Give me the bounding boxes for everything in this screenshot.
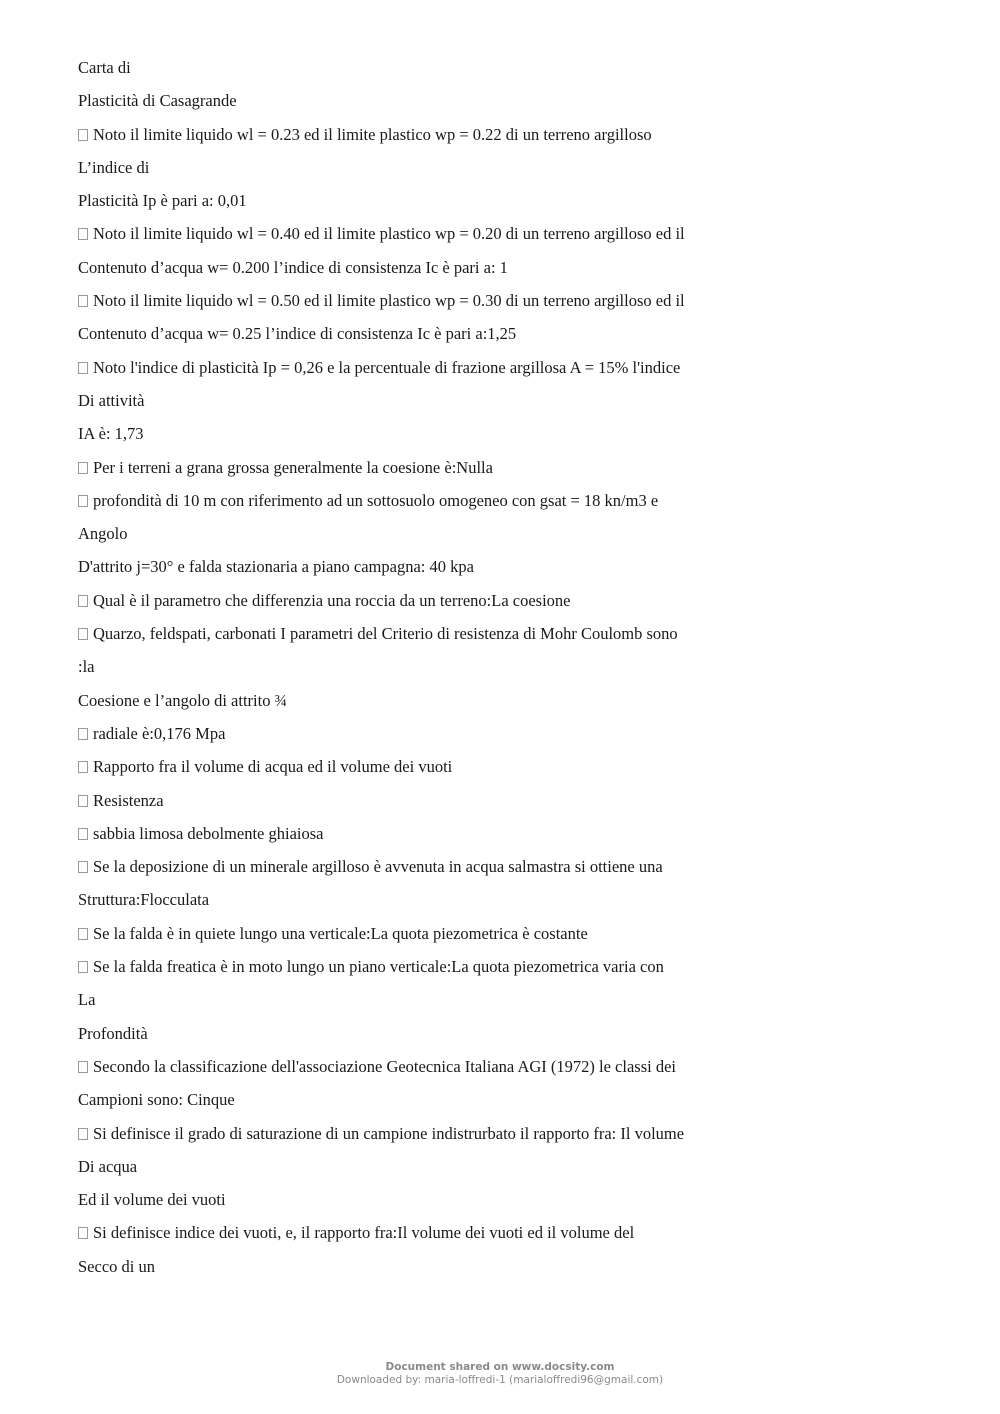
text-line — [78, 689, 758, 722]
missing-glyph-box-icon — [78, 129, 88, 141]
missing-glyph-box-icon — [78, 362, 88, 374]
missing-glyph-box-icon — [78, 928, 88, 940]
bullet-paragraph-line — [78, 722, 758, 755]
missing-glyph-box-icon — [78, 495, 88, 507]
line-text: Ed il volume dei vuoti — [78, 1190, 226, 1210]
line-text: Contenuto d’acqua w= 0.25 l’indice di consistenza Ic è pari a:1,25 — [78, 324, 517, 344]
bullet-paragraph-line — [78, 922, 758, 955]
missing-glyph-box-icon — [78, 961, 88, 973]
document-body — [78, 56, 758, 1288]
line-text: radiale è:0,176 Mpa — [93, 723, 226, 743]
text-line — [78, 189, 758, 222]
bullet-paragraph-line — [78, 622, 758, 655]
text-line — [78, 422, 758, 455]
line-text: Secondo la classificazione dell'associazione Geotecnica Italiana AGI (1972) le classi dei — [93, 1056, 676, 1076]
line-text: Noto il limite liquido wl = 0.50 ed il limite plastico wp = 0.30 di un terreno argilloso ed il — [93, 291, 685, 311]
line-text: Campioni sono: Cinque — [78, 1090, 235, 1110]
bullet-paragraph-line — [78, 589, 758, 622]
footer-shared-notice: Document shared on www.docsity.com — [385, 1361, 615, 1373]
text-line — [78, 256, 758, 289]
bullet-paragraph-line — [78, 755, 758, 788]
bullet-paragraph-line — [78, 289, 758, 322]
bullet-paragraph-line — [78, 822, 758, 855]
line-text: Noto l'indice di plasticità Ip = 0,26 e la percentuale di frazione argillosa A = 15% l'indice — [93, 357, 681, 377]
text-line — [78, 56, 758, 89]
line-text: Si definisce indice dei vuoti, e, il rapporto fra:Il volume dei vuoti ed il volume del — [93, 1223, 635, 1243]
text-line — [78, 389, 758, 422]
line-text: Se la falda freatica è in moto lungo un piano verticale:La quota piezometrica varia con — [93, 957, 664, 977]
line-text: L’indice di — [78, 157, 150, 177]
line-text: IA è: 1,73 — [78, 424, 144, 444]
missing-glyph-box-icon — [78, 228, 88, 240]
line-text: :la — [78, 657, 95, 677]
line-text: Rapporto fra il volume di acqua ed il volume dei vuoti — [93, 757, 453, 777]
line-text: Angolo — [78, 524, 128, 544]
line-text: Noto il limite liquido wl = 0.40 ed il limite plastico wp = 0.20 di un terreno argilloso ed il — [93, 224, 685, 244]
missing-glyph-box-icon — [78, 795, 88, 807]
bullet-paragraph-line — [78, 789, 758, 822]
bullet-paragraph-line — [78, 356, 758, 389]
line-text: Struttura:Flocculata — [78, 890, 210, 910]
bullet-paragraph-line — [78, 1122, 758, 1155]
line-text: Quarzo, feldspati, carbonati I parametri del Criterio di resistenza di Mohr Coulomb sono — [93, 624, 678, 644]
text-line — [78, 888, 758, 921]
line-text: Plasticità Ip è pari a: 0,01 — [78, 191, 247, 211]
text-line — [78, 1088, 758, 1121]
bullet-paragraph-line — [78, 222, 758, 255]
line-text: D'attrito j=30° e falda stazionaria a piano campagna: 40 kpa — [78, 557, 474, 577]
text-line — [78, 156, 758, 189]
line-text: Qual è il parametro che differenzia una roccia da un terreno:La coesione — [93, 590, 571, 610]
missing-glyph-box-icon — [78, 1061, 88, 1073]
missing-glyph-box-icon — [78, 828, 88, 840]
line-text: Profondità — [78, 1023, 148, 1043]
line-text: Di acqua — [78, 1156, 138, 1176]
line-text: Secco di un — [78, 1256, 155, 1276]
text-line — [78, 555, 758, 588]
line-text: Plasticità di Casagrande — [78, 91, 237, 111]
line-text: profondità di 10 m con riferimento ad un sottosuolo omogeneo con gsat = 18 kn/m3 e — [93, 490, 659, 510]
text-line — [78, 89, 758, 122]
line-text: Per i terreni a grana grossa generalmente la coesione è:Nulla — [93, 457, 493, 477]
bullet-paragraph-line — [78, 456, 758, 489]
missing-glyph-box-icon — [78, 761, 88, 773]
line-text: La — [78, 990, 96, 1010]
bullet-paragraph-line — [78, 855, 758, 888]
text-line — [78, 1155, 758, 1188]
missing-glyph-box-icon — [78, 628, 88, 640]
missing-glyph-box-icon — [78, 595, 88, 607]
text-line — [78, 1255, 758, 1288]
line-text: sabbia limosa debolmente ghiaiosa — [93, 823, 324, 843]
missing-glyph-box-icon — [78, 1128, 88, 1140]
missing-glyph-box-icon — [78, 728, 88, 740]
missing-glyph-box-icon — [78, 462, 88, 474]
text-line — [78, 655, 758, 688]
line-text: Se la deposizione di un minerale argilloso è avvenuta in acqua salmastra si ottiene una — [93, 857, 663, 877]
bullet-paragraph-line — [78, 123, 758, 156]
line-text: Noto il limite liquido wl = 0.23 ed il limite plastico wp = 0.22 di un terreno argilloso — [93, 124, 652, 144]
line-text: Carta di — [78, 58, 131, 77]
text-line — [78, 988, 758, 1021]
line-text: Se la falda è in quiete lungo una verticale:La quota piezometrica è costante — [93, 923, 588, 943]
missing-glyph-box-icon — [78, 1227, 88, 1239]
bullet-paragraph-line — [78, 955, 758, 988]
bullet-paragraph-line — [78, 489, 758, 522]
line-text: Resistenza — [93, 790, 164, 810]
line-text: Contenuto d’acqua w= 0.200 l’indice di consistenza Ic è pari a: 1 — [78, 257, 508, 277]
footer-downloaded-by: Downloaded by: maria-loffredi-1 (marialoffredi96@gmail.com) — [336, 1374, 664, 1386]
text-line — [78, 522, 758, 555]
bullet-paragraph-line — [78, 1221, 758, 1254]
missing-glyph-box-icon — [78, 295, 88, 307]
bullet-paragraph-line — [78, 1055, 758, 1088]
text-line — [78, 1022, 758, 1055]
text-line — [78, 1188, 758, 1221]
line-text: Coesione e l’angolo di attrito ¾ — [78, 690, 287, 710]
line-text: Si definisce il grado di saturazione di un campione indistrurbato il rapporto fra: Il volume — [93, 1123, 685, 1143]
text-line — [78, 322, 758, 355]
missing-glyph-box-icon — [78, 861, 88, 873]
line-text: Di attività — [78, 390, 145, 410]
